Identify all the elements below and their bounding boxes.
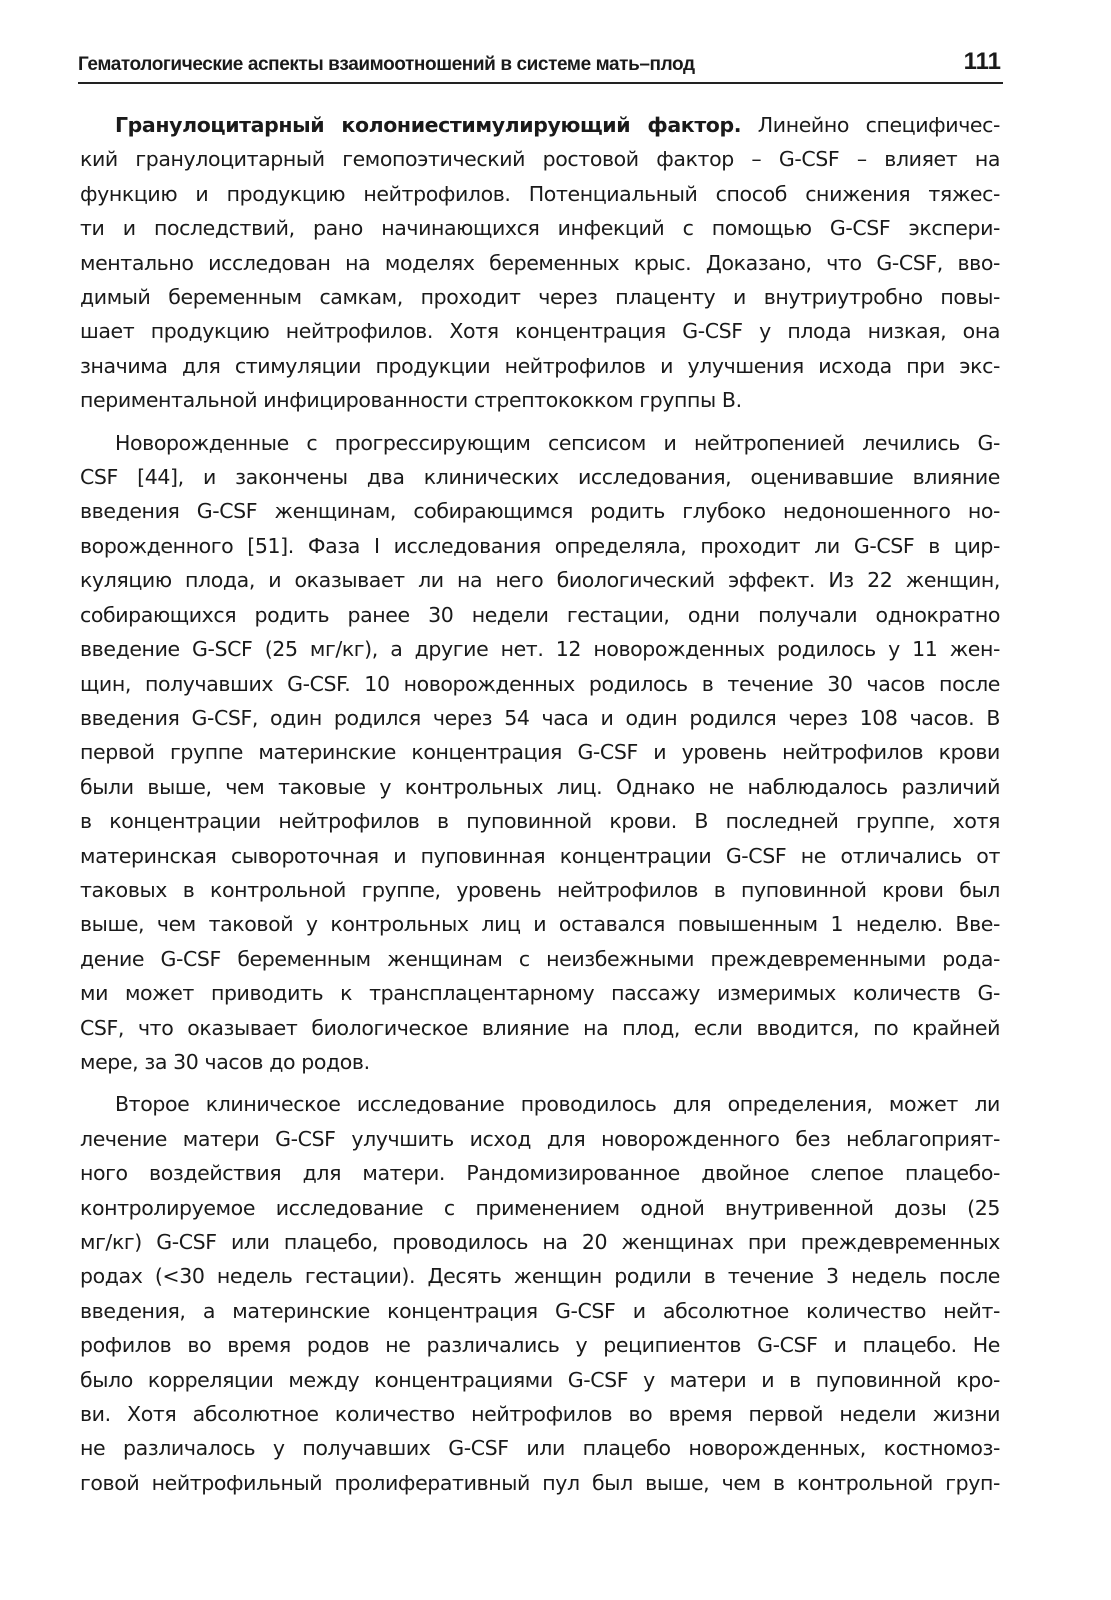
text-line: мере, за 30 часов до родов.: [80, 1049, 370, 1074]
text-line: CSF, что оказывает биологическое влияние на плод, если вводится, по крайней: [80, 1015, 1000, 1040]
text-line: введения G-CSF женщинам, собирающимся родить глубоко недоношенного но-: [80, 499, 1000, 524]
text-line: периментальной инфицированности стрептококком группы B.: [80, 388, 742, 413]
text-line: значима для стимуляции продукции нейтрофилов и улучшения исхода при экс-: [80, 353, 1000, 378]
text-line: ти и последствий, рано начинающихся инфекций с помощью G-CSF экспери-: [80, 216, 1000, 241]
text-line: первой группе материнские концентрация G-CSF и уровень нейтрофилов крови: [80, 740, 1000, 765]
text-line: контролируемое исследование с применением одной внутривенной дозы (25: [80, 1195, 1000, 1220]
text-line: ви. Хотя абсолютное количество нейтрофилов во время первой недели жизни: [80, 1402, 1000, 1427]
text-line: куляцию плода, и оказывает ли на него биологический эффект. Из 22 женщин,: [80, 568, 1000, 593]
text-line: мг/кг) G-CSF или плацебо, проводилось на 20 женщинах при преждевременных: [80, 1230, 1000, 1254]
running-title: Гематологические аспекты взаимоотношений в системе мать–плод: [78, 54, 695, 75]
text-line: было корреляции между концентрациями G-CSF у матери и в пуповинной кро-: [80, 1367, 1000, 1392]
text-line: введение G-SCF (25 мг/кг), а другие нет. 12 новорожденных родилось у 11 жен-: [80, 637, 1000, 662]
text-line: выше, чем таковой у контрольных лиц и оставался повышенным 1 неделю. Вве-: [80, 912, 1000, 937]
text-line: кий гранулоцитарный гемопоэтический ростовой фактор – G-CSF – влияет на: [80, 147, 1000, 172]
text-line: функцию и продукцию нейтрофилов. Потенциальный способ снижения тяжес-: [80, 181, 1000, 206]
text-line: таковых в контрольной группе, уровень нейтрофилов в пуповинной крови был: [80, 877, 1000, 902]
page-header: [78, 46, 1003, 84]
text-line: рофилов во время родов не различались у реципиентов G-CSF и плацебо. Не: [80, 1333, 1000, 1358]
text-line: собирающихся родить ранее 30 недели гестации, одни получали однократно: [80, 602, 1000, 627]
text-line: CSF [44], и закончены два клинических исследования, оценивавшие влияние: [80, 465, 1000, 490]
page-number: 111: [963, 48, 1001, 75]
paragraph: [80, 426, 1000, 1080]
paragraph: [80, 108, 1000, 418]
text-line: родах (<30 недель гестации). Десять женщин родили в течение 3 недель после: [80, 1264, 1000, 1289]
text-line: говой нейтрофильный пролиферативный пул был выше, чем в контрольной груп-: [80, 1470, 1000, 1495]
paragraph: [80, 1087, 1000, 1500]
text-line: Второе клиническое исследование проводилось для определения, может ли: [115, 1092, 1000, 1117]
text-line: дение G-CSF беременным женщинам с неизбежными преждевременными рода-: [80, 946, 1000, 971]
text-line: Новорожденные с прогрессирующим сепсисом и нейтропенией лечились G-: [115, 430, 1000, 455]
text-line: материнская сывороточная и пуповинная концентрации G-CSF не отличались от: [80, 843, 1000, 868]
text-line: димый беременным самкам, проходит через плаценту и внутриутробно повы-: [80, 285, 1000, 310]
body-text: [80, 108, 1000, 1508]
text-line: были выше, чем таковые у контрольных лиц. Однако не наблюдалось различий: [80, 774, 1000, 799]
text-line: шает продукцию нейтрофилов. Хотя концентрация G-CSF у плода низкая, она: [80, 319, 1000, 344]
text-line: щин, получавших G-CSF. 10 новорожденных родилось в течение 30 часов после: [80, 671, 1000, 696]
text-line: ного воздействия для матери. Рандомизированное двойное слепое плацебо-: [80, 1161, 1000, 1186]
line-text: Линейно специфичес-: [741, 113, 1000, 137]
text-line: [80, 108, 1000, 142]
text-line: лечение матери G-CSF улучшить исход для новорожденного без неблагоприят-: [80, 1126, 1000, 1151]
paragraph-heading: Гранулоцитарный колониестимулирующий фактор.: [115, 113, 742, 137]
text-line: в концентрации нейтрофилов в пуповинной крови. В последней группе, хотя: [80, 809, 1000, 834]
text-line: ми может приводить к трансплацентарному пассажу измеримых количеств G-: [80, 981, 1000, 1006]
text-line: не различалось у получавших G-CSF или плацебо новорожденных, костномоз-: [80, 1436, 1000, 1461]
text-line: введения G-CSF, один родился через 54 часа и один родился через 108 часов. В: [80, 705, 1000, 730]
text-line: введения, а материнские концентрация G-CSF и абсолютное количество нейт-: [80, 1298, 1000, 1323]
text-line: ментально исследован на моделях беременных крыс. Доказано, что G-CSF, вво-: [80, 250, 1000, 275]
text-line: ворожденного [51]. Фаза I исследования определяла, проходит ли G-CSF в цир-: [80, 533, 1000, 558]
